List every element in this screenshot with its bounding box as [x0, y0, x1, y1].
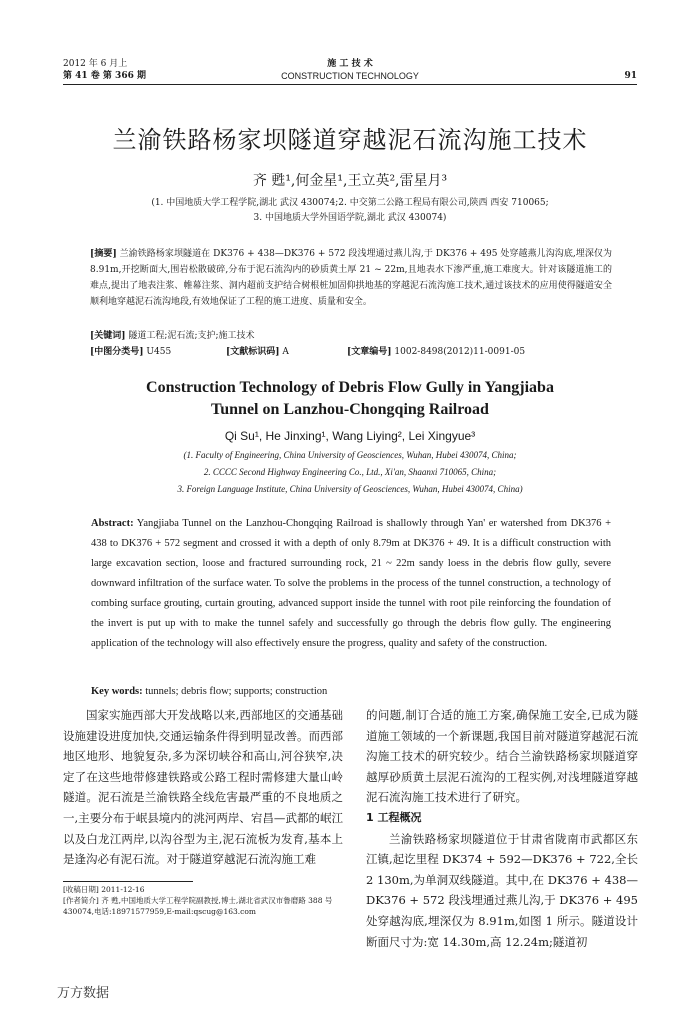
affiliation-cn-line-1: (1. 中国地质大学工程学院,湖北 武汉 430074;2. 中交第二公路工程局有限公司,陕西 西安 710065;: [151, 198, 549, 208]
affiliation-en-line-3: 3. Foreign Language Institute, China University of Geosciences, Wuhan, Hubei 430074, China): [177, 484, 523, 494]
abstract-en-label: Abstract:: [91, 518, 134, 529]
affiliation-cn-line-2: 3. 中国地质大学外国语学院,湖北 武汉 430074): [253, 213, 447, 223]
body-left-column: [63, 705, 343, 870]
clc-value: U455: [146, 347, 172, 357]
footnote-received: [收稿日期] 2011-12-16: [63, 885, 145, 894]
watermark-text: 万方数据: [57, 986, 110, 1001]
footnote: [63, 884, 343, 917]
keywords-cn-text: 隧道工程;泥石流;支护;施工技术: [128, 331, 255, 341]
article-number-label: [文章编号]: [347, 347, 392, 357]
abstract-en: [91, 514, 611, 654]
clc-number: [90, 344, 171, 357]
abstract-cn-label: [摘要]: [90, 249, 117, 259]
clc-label: [中图分类号]: [90, 347, 144, 357]
title-en-line-1: Construction Technology of Debris Flow Gully in Yangjiaba: [146, 379, 554, 396]
header-rule: [63, 84, 637, 85]
authors-cn: 齐 甦¹,何金星¹,王立英²,雷星月³: [252, 173, 448, 189]
section-heading-1: 1 工程概况: [366, 810, 422, 824]
body-right-paragraph-1: 的问题,制订合适的施工方案,确保施工安全,已成为隧道施工领域的一个新课题,我国目前对隧道穿越泥石流沟施工技术的研究较少。结合兰渝铁路杨家坝隧道穿越厚砂质黄土层泥石流沟的工程实例,对浅埋隧道穿越泥石流沟施工技术进行了研究。: [366, 708, 638, 805]
header-journal-en: CONSTRUCTION TECHNOLOGY: [281, 71, 419, 81]
header-volume-issue: 第 41 卷 第 366 期: [63, 71, 146, 81]
abstract-en-text: Yangjiaba Tunnel on the Lanzhou-Chongqing Railroad is shallowly through Yan' er watershed from DK376 + 438 to DK376 + 572 segment and crossed it with a depth of only 8.79m at DK376 + 49. It is a difficult construction with large excavation section, loose and fractured surrounding rock, 21 ~ 22m sandy loess in the debris flow gully, severe downward infiltration of the surface water. To solve the problems in the process of the tunnel construction, a technology of combing surface grouting, curtain grouting, advanced support inside the tunnel with root pile reinforcing the foundation of the invert is put up with to make the tunnel safely and successfully go through the debris flow gully. The engineering application of the technology will also effectively ensure the progress, quality and safety of the construction.: [91, 518, 611, 649]
body-right-column: [366, 705, 638, 952]
doc-code-value: A: [282, 347, 289, 357]
title-cn: 兰渝铁路杨家坝隧道穿越泥石流沟施工技术: [112, 126, 588, 154]
footnote-rule: [63, 881, 193, 882]
keywords-en-text: tunnels; debris flow; supports; construction: [145, 686, 328, 697]
header-page-number: 91: [624, 71, 637, 81]
article-number: [347, 344, 525, 357]
body-right-paragraph-2: 兰渝铁路杨家坝隧道位于甘肃省陇南市武都区东江镇,起讫里程 DK374 + 592—DK376 + 722,全长2 130m,为单洞双线隧道。其中,在 DK376 + 438—DK376 + 572 段浅埋通过燕儿沟,于 DK376 + 495 处穿越沟底,埋深仅为 8.91m,如图 1 所示。隧道设计断面尺寸为:宽 14.30m,高 12.24m;隧道初: [366, 831, 638, 949]
header-journal-cn: 施 工 技 术: [327, 59, 373, 69]
abstract-cn-text: 兰渝铁路杨家坝隧道在 DK376 + 438—DK376 + 572 段浅埋通过燕儿沟,于 DK376 + 495 处穿越燕儿沟沟底,埋深仅为 8.91m,开挖断面大,围岩松散破碎,分布于泥石流沟内的砂质黄土厚 21 ~ 22m,且地表水下渗严重,施工难度大。针对该隧道施工的难点,提出了地表注浆、帷幕注浆、洞内超前支护结合树根桩加固仰拱地基的穿越泥石流沟施工技术,通过该技术的应用使得隧道安全顺利地穿越泥石流沟地段,有效地保证了工程的施工进度、质量和安全。: [90, 249, 612, 307]
document-code: [226, 344, 289, 357]
affiliation-en-line-2: 2. CCCC Second Highway Engineering Co., Ltd., Xi'an, Shaanxi 710065, China;: [203, 467, 497, 477]
article-number-value: 1002-8498(2012)11-0091-05: [394, 347, 526, 357]
header-date: 2012 年 6 月上: [63, 59, 128, 69]
footnote-author-bio: [作者简介] 齐 甦,中国地质大学工程学院副教授,博士,湖北省武汉市鲁磨路 388 号 430074,电话:18971577959,E-mail:qscug@163.com: [63, 896, 333, 916]
keywords-en: [91, 686, 327, 697]
keywords-cn-label: [关键词]: [90, 331, 126, 341]
keywords-en-label: Key words:: [91, 686, 143, 697]
doc-code-label: [文献标识码]: [226, 347, 280, 357]
affiliation-en-line-1: (1. Faculty of Engineering, China University of Geosciences, Wuhan, Hubei 430074, China;: [183, 450, 517, 460]
body-left-paragraph-1: 国家实施西部大开发战略以来,西部地区的交通基础设施建设进度加快,交通运输条件得到明显改善。而西部地区地形、地貌复杂,多为深切峡谷和高山,河谷狭窄,决定了在这些地带修建铁路或公路工程时需修建大量山岭隧道。泥石流是兰渝铁路全线危害最严重的不良地质之一,主要分布于岷县境内的洮河两岸、宕昌—武都的岷江以及白龙江两岸,以沟谷型为主,泥石流板为发育,基本上是逢沟必有泥石流。对于隧道穿越泥石流沟施工难: [63, 708, 343, 867]
keywords-cn: [90, 328, 255, 341]
abstract-cn: [90, 246, 612, 310]
title-en-line-2: Tunnel on Lanzhou-Chongqing Railroad: [211, 401, 489, 418]
authors-en: Qi Su¹, He Jinxing¹, Wang Liying², Lei Xingyue³: [224, 429, 476, 443]
